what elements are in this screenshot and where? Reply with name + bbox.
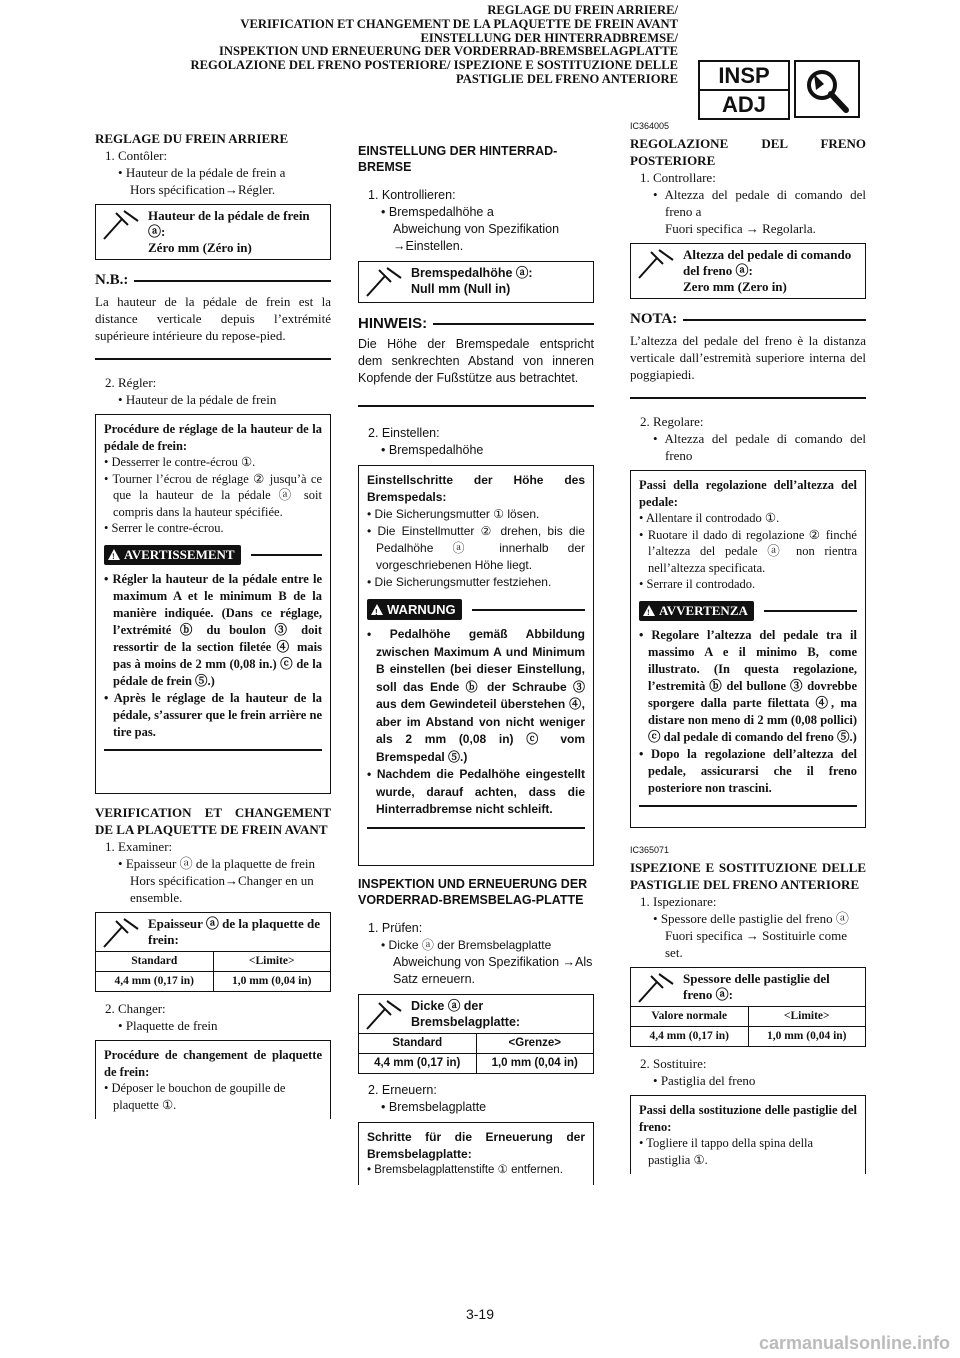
header-line: REGLAGE DU FREIN ARRIERE/ <box>487 3 678 17</box>
warning-label: AVVERTENZA <box>659 602 748 618</box>
spec-box <box>630 967 866 1047</box>
column-german <box>358 130 594 1193</box>
step: 2. Regolare: <box>640 414 704 429</box>
bullet: • Pastiglia del freno <box>653 1073 756 1088</box>
section-title: ISPEZIONE E SOSTITUZIONE DELLE PASTIGLIE DEL FRENO ANTERIORE <box>630 860 866 892</box>
divider <box>358 405 594 407</box>
bullet: • Spessore delle pastiglie del freno ⓐ <box>653 911 849 926</box>
header-line: REGOLAZIONE DEL FRENO POSTERIORE/ ISPEZIONE E SOSTITUZIONE DELLE <box>190 58 678 73</box>
column-french <box>95 130 331 1127</box>
column-italian <box>630 118 866 1182</box>
wrench-spec-icon <box>637 972 675 1004</box>
spec-table: Valore normale <Limite> 4,4 mm (0,17 in) 1,0 mm (0,04 in) <box>631 1006 865 1046</box>
spec-box <box>630 243 866 299</box>
step: 1. Examiner: <box>105 839 173 854</box>
procedure-item: • Tourner l’écrou de réglage ② jusqu’à ce que la hauteur de la pédale ⓐ soit compris dans la hauteur spécifiée. <box>104 471 322 519</box>
warning-text: • Régler la hauteur de la pédale entre le maximum A et le minimum B de la manière indiquée. (Dans ce réglage, l’extrémité ⓑ du boulon ③ doit ressortir de la section filetée ④ mais pas à moins de 2 mm (0,08 in.) ⓒ de la pédale de frein ⑤.) • Après le réglage de la hauteur de la pédale, s’assurer que le frein arrière ne tire pas. <box>104 572 323 739</box>
instruction: Hors spécification→Changer en un ensemble. <box>130 873 314 905</box>
spec-table: Standard <Grenze> 4,4 mm (0,17 in) 1,0 mm (0,04 in) <box>359 1033 593 1073</box>
note-header <box>358 315 594 332</box>
warning-icon <box>108 549 120 560</box>
bullet: • Hauteur de la pédale de frein a <box>118 165 286 180</box>
bullet: • Bremspedalhöhe a <box>381 205 494 219</box>
instruction: Abweichung von Spezifikation →Als Satz erneuern. <box>393 955 593 986</box>
bullet: • Bremspedalhöhe <box>381 443 484 457</box>
section-title: REGLAGE DU FREIN ARRIERE <box>95 131 289 146</box>
spec-box <box>358 261 594 303</box>
step: 2. Sostituire: <box>640 1056 707 1071</box>
warning-icon <box>643 605 655 616</box>
section-title: EINSTELLUNG DER HINTERRAD-BREMSE <box>358 143 558 174</box>
warning-icon <box>371 604 383 615</box>
wrench-inspection-icon <box>794 60 860 118</box>
spec-table: Standard <Limite> 4,4 mm (0,17 in) 1,0 mm (0,04 in) <box>96 951 330 991</box>
section-title: REGOLAZIONE DEL FRENO POSTERIORE <box>630 136 866 168</box>
warning-label: AVERTISSEMENT <box>124 546 235 562</box>
procedure-item: • Die Einstellmutter ② drehen, bis die Pedalhöhe ⓐ innerhalb der vorgeschriebenen Höhe liegt. <box>367 524 585 572</box>
procedure-item: • Déposer le bouchon de goupille de plaquette ①. <box>104 1081 286 1112</box>
procedure-item: • Desserrer le contre-écrou ①. <box>104 455 256 469</box>
header-line: EINSTELLUNG DER HINTERRADBREMSE/ <box>420 30 678 45</box>
note-text: Die Höhe der Bremspedale entspricht dem senkrechten Abstand von inneren Kopfende der Fußstütze aus betrachtet. <box>358 337 594 385</box>
wrench-spec-icon <box>365 266 403 298</box>
procedure-box <box>358 465 594 866</box>
procedure-title: Procédure de changement de plaquette de frein: <box>104 1048 322 1079</box>
procedure-box <box>358 1122 594 1185</box>
insp-adj-badge <box>698 60 864 118</box>
note-text: La hauteur de la pédale de frein est la distance verticale depuis l’extrémité supérieure intérieure du repose-pied. <box>95 294 331 343</box>
warning-text: • Regolare l’altezza del pedale tra il massimo A e il minimo B, come illustrato. (In questa regolazione, l’estremità ⓑ del bullone ③ dovrebbe sporgere dalla parte filettata ④, ma distare non meno di 2 mm (0,08 pollici) ⓒ dal pedale di comando del freno ⑤.) • Dopo la regolazione dell’altezza del pedale, assicurarsi che il freno posteriore non trascini. <box>639 628 857 795</box>
warning-header <box>639 601 857 622</box>
note-text: L’altezza del pedale del freno è la distanza verticale dall’estremità superiore interna del poggiapiedi. <box>630 333 866 382</box>
procedure-title: Procédure de réglage de la hauteur de la pédale de frein: <box>104 422 322 453</box>
warning-text: • Pedalhöhe gemäß Abbildung zwischen Maximum A und Minimum B einstellen (bei dieser Einstellung, soll das Ende ⓑ der Schraube ③ aus dem Gewindeteil überstehen ④, aber im Abstand von nicht weniger als 2 mm (0,08 in) ⓒ vom Bremspedal ⑤.) • Nachdem die Pedalhöhe eingestellt wurde, darauf achten, dass die Hinterradbremse nicht schleift. <box>367 627 585 816</box>
instruction: Abweichung von Spezifikation →Einstellen. <box>393 222 560 253</box>
wrench-spec-icon <box>637 248 675 280</box>
divider <box>95 358 331 360</box>
bullet: • Plaquette de frein <box>118 1018 218 1033</box>
step: 1. Kontrollieren: <box>368 188 456 202</box>
doc-code: IC365071 <box>630 845 670 855</box>
wrench-spec-icon <box>102 209 140 241</box>
procedure-title: Einstellschritte der Höhe des Bremspedals: <box>367 473 585 504</box>
watermark: carmanualsonline.info <box>758 1333 950 1353</box>
bullet: • Bremsbelagplatte <box>381 1100 487 1114</box>
procedure-item: • Allentare il controdado ①. <box>639 511 780 525</box>
step: 1. Contôler: <box>105 148 168 163</box>
procedure-item: • Die Sicherungsmutter ① lösen. <box>367 507 540 521</box>
spec-text: Epaisseur ⓐ de la plaquette de frein: <box>148 916 321 947</box>
section-title: VERIFICATION ET CHANGEMENT DE LA PLAQUETTE DE FREIN AVANT <box>95 805 331 837</box>
spec-box <box>95 912 331 992</box>
bullet: • Altezza del pedale di comando del freno a <box>653 187 866 219</box>
bullet: • Hauteur de la pédale de frein <box>118 392 277 407</box>
warning-header <box>104 545 322 566</box>
procedure-box <box>630 470 866 828</box>
step: 2. Changer: <box>105 1001 166 1016</box>
header-line: PASTIGLIE DEL FRENO ANTERIORE <box>456 71 678 86</box>
procedure-title: Passi della regolazione dell’altezza del pedale: <box>639 478 857 509</box>
note-label: NOTA: <box>630 311 678 327</box>
procedure-title: Schritte für die Erneuerung der Bremsbelagplatte: <box>367 1130 585 1161</box>
page-number: 3-19 <box>465 1306 495 1322</box>
note-label: N.B.: <box>95 272 129 288</box>
note-header <box>630 311 866 328</box>
step: 2. Régler: <box>105 375 157 390</box>
spec-text: Hauteur de la pédale de frein ⓐ: Zéro mm (Zéro in) <box>148 208 310 255</box>
procedure-box <box>630 1095 866 1174</box>
insp-label: INSP <box>698 60 790 91</box>
spec-box <box>358 994 594 1074</box>
section-title: INSPEKTION UND ERNEUERUNG DER VORDERRAD-BREMSBELAG-PLATTE <box>358 876 588 907</box>
header-line: INSPEKTION UND ERNEUERUNG DER VORDERRAD-BREMSBELAGPLATTE <box>218 44 678 59</box>
bullet: • Epaisseur ⓐ de la plaquette de frein <box>118 856 315 871</box>
section-header <box>191 4 678 87</box>
spec-text: Altezza del pedale di comando del freno ⓐ: Zero mm (Zero in) <box>683 247 852 294</box>
header-line: VERIFICATION ET CHANGEMENT DE LA PLAQUETTE DE FREIN AVANT <box>240 16 678 31</box>
bullet: • Dicke ⓐ der Bremsbelagplatte <box>381 938 552 952</box>
instruction: Fuori specifica → Regolarla. <box>665 221 816 236</box>
adj-label: ADJ <box>698 89 790 120</box>
procedure-item: • Bremsbelagplattenstifte ① entfernen. <box>367 1164 563 1176</box>
procedure-item: • Die Sicherungsmutter festziehen. <box>367 575 552 589</box>
warning-header <box>367 599 585 620</box>
spec-text: Spessore delle pastiglie del freno ⓐ: <box>683 971 830 1002</box>
note-header <box>95 272 331 289</box>
step: 2. Erneuern: <box>368 1083 437 1097</box>
doc-code: IC364005 <box>630 121 670 131</box>
spec-box <box>95 204 331 260</box>
procedure-title: Passi della sostituzione delle pastiglie del freno: <box>639 1103 857 1134</box>
step: 1. Prüfen: <box>368 921 423 935</box>
instruction: Hors spécification→Régler. <box>130 182 276 197</box>
instruction: Fuori specifica → Sostituirle come set. <box>665 928 847 960</box>
step: 1. Controllare: <box>640 170 716 185</box>
wrench-spec-icon <box>102 917 140 949</box>
step: 2. Einstellen: <box>368 426 440 440</box>
step: 1. Ispezionare: <box>640 894 717 909</box>
procedure-item: • Serrare il controdado. <box>639 577 756 591</box>
spec-text: Dicke ⓐ der Bremsbelagplatte: <box>411 999 521 1029</box>
warning-label: WARNUNG <box>387 602 456 617</box>
wrench-spec-icon <box>365 999 403 1031</box>
bullet: • Altezza del pedale di comando del freno <box>653 431 866 463</box>
procedure-box <box>95 1040 331 1119</box>
procedure-item: • Ruotare il dado di regolazione ② finché l’altezza del pedale ⓐ non rientra nell’altezza specificata. <box>639 527 857 575</box>
divider <box>630 397 866 399</box>
procedure-item: • Serrer le contre-écrou. <box>104 521 224 535</box>
procedure-item: • Togliere il tappo della spina della pastiglia ①. <box>639 1136 814 1167</box>
note-label: HINWEIS: <box>358 315 428 332</box>
procedure-box <box>95 414 331 794</box>
spec-text: Bremspedalhöhe ⓐ: Null mm (Null in) <box>411 266 533 296</box>
